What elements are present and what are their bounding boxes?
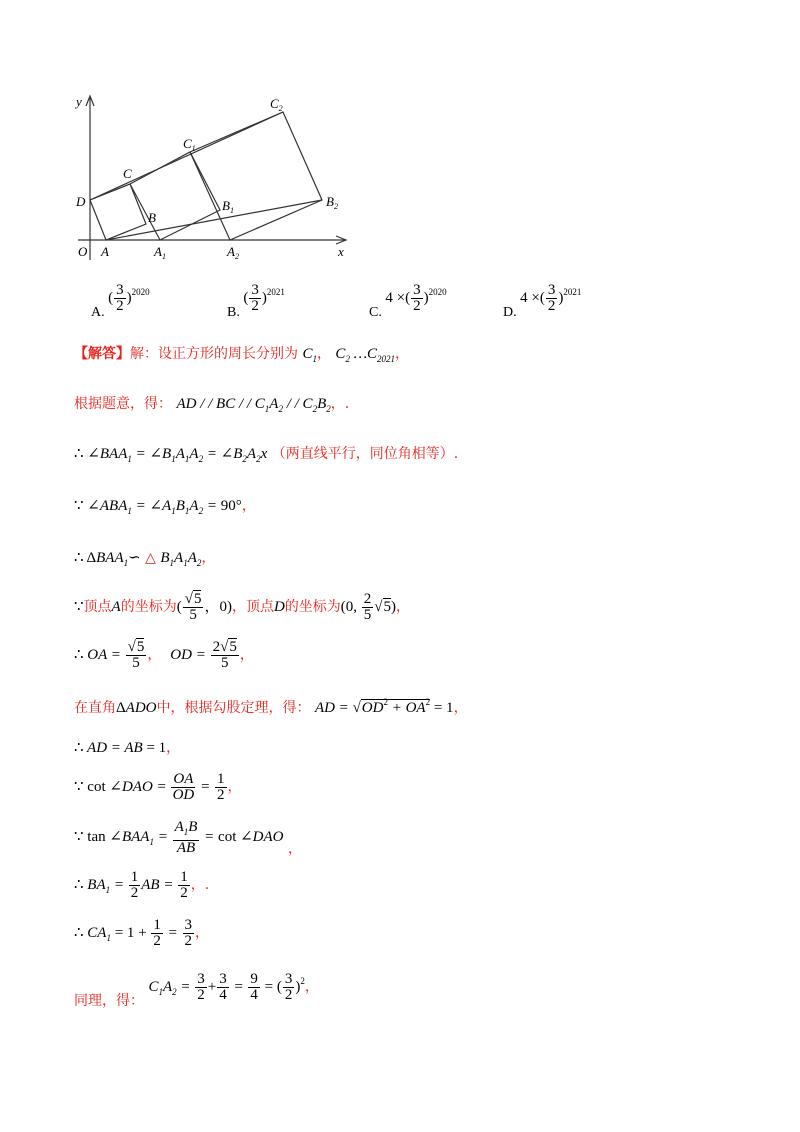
label-y: y: [76, 94, 82, 109]
solution-line-13: ∴ $CA_1 = 1$ + $\frac{1}{2}$ = $\frac{3}{2}$ ，: [74, 917, 210, 949]
solution-line-3: ∴ $\angle BAA_1$ = $\angle B_1A_1A_2$ = $\angle B_2A_2x$ （两直线平行，同位角相等）.: [74, 446, 459, 464]
label-o: O: [78, 244, 88, 259]
solution-line-6: ∵顶点A的坐标为( $\frac{√5}{5}$ ，0)，顶点D的坐标为(0, $\frac{2}{5}$ √5)，: [74, 591, 411, 623]
solution-line-12: ∴ $BA_1$ = $\frac{1}{2}$ AB = $\frac{1}{2}$ ，.: [74, 869, 210, 901]
square-abcd: [90, 184, 146, 240]
label-a1: $A_1$: [154, 244, 166, 261]
label-a2: $A_2$: [227, 244, 239, 261]
solution-line-1: 【解答】解：设正方形的周长分别为 $C_1$， $C_2$ $\dots C_{2021}$，: [74, 346, 410, 364]
label-c1: $C_1$: [183, 136, 196, 153]
option-d[interactable]: D. 4 ×( $\frac{3}{2}$ )$^{2021}$: [503, 282, 582, 320]
label-c: C: [123, 166, 132, 181]
solution-line-14: 同理，得： $C_1A_2$ = $\frac{3}{2}$ + $\frac{3}{4}$ = $\frac{9}{4}$ = ( $\frac{3}{2}$ )$^2$，: [74, 971, 319, 1009]
solution-line-9: ∴ AD = AB = 1，: [74, 740, 181, 756]
option-b[interactable]: B. ( $\frac{3}{2}$ )$^{2021}$: [227, 282, 285, 320]
label-b2: $B_2$: [326, 194, 338, 211]
label-a: A: [101, 244, 109, 259]
solution-line-4: ∵ $\angle ABA_1$ = $\angle A_1B_1A_2 = 90^\circ$，: [74, 498, 256, 516]
line-dc2: [90, 112, 283, 200]
solution-line-8: 在直角ΔADO中，根据勾股定理，得： AD = $√OD^2 + OA^2 = 1$，: [74, 697, 468, 716]
label-b1: $B_1$: [222, 198, 234, 215]
solution-line-2: 根据题意，得： AD / / BC / / $C_1A_2$ / / $C_2B_2$，.: [74, 396, 350, 414]
solution-line-10: ∵ cot ∠DAO = $\frac{OA}{OD}$ = $\frac{1}{2}$ ，: [74, 771, 242, 803]
option-c[interactable]: C. 4 ×( $\frac{3}{2}$ )$^{2020}$: [369, 282, 447, 320]
label-b: B: [148, 210, 156, 225]
solution-line-5: ∴ $\Delta BAA_1∽$ △ $B_1A_1A_2$，: [74, 550, 216, 568]
solution-line-11: ∵ $\tan \angle BAA_1$ = $\frac{A_1B}{AB}$ = cot ∠DAO ，: [74, 819, 302, 858]
label-c2: $C_2$: [270, 96, 283, 113]
label-d: D: [76, 194, 86, 209]
solution-line-7: ∴ OA = $\frac{√5}{5}$ ， OD = $\frac{2√5}{5}$ ，: [74, 639, 254, 671]
answer-tag: 【解答】: [74, 346, 130, 362]
label-x: x: [338, 244, 344, 259]
geometry-figure: [70, 90, 360, 270]
option-a[interactable]: A. ( $\frac{3}{2}$ )$^{2020}$: [91, 282, 150, 320]
